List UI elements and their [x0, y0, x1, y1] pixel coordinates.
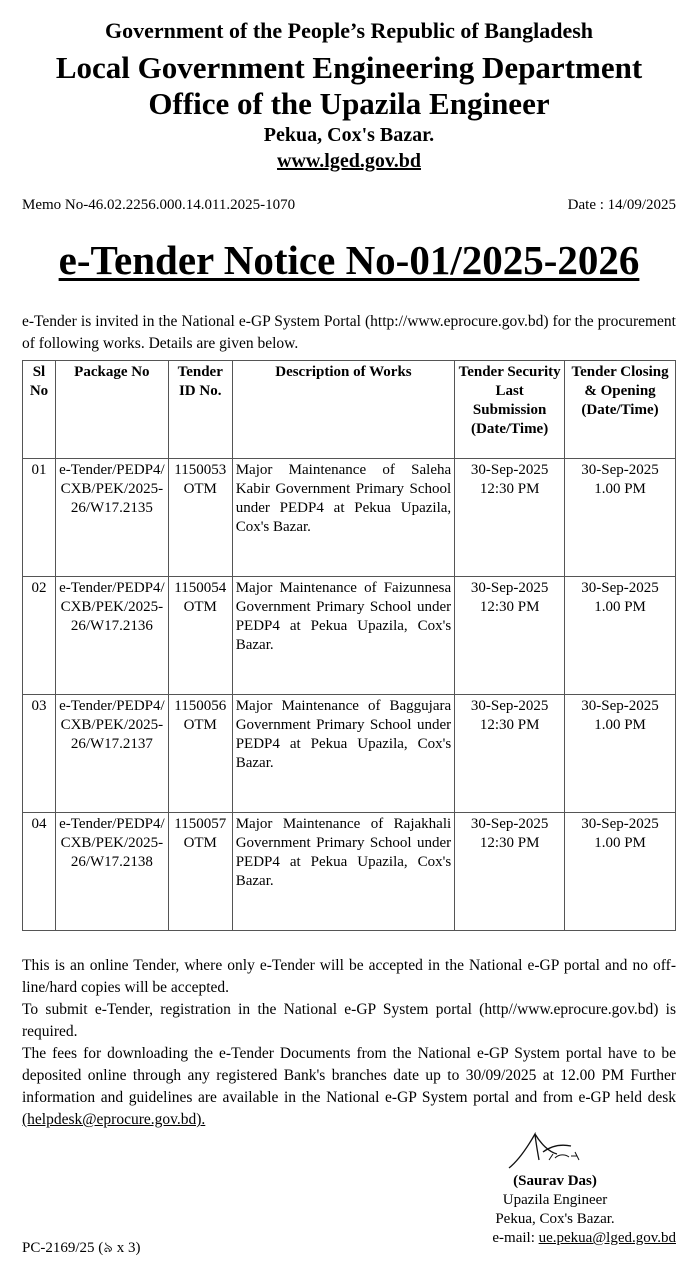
- cell-security: 30-Sep-2025 12:30 PM: [455, 577, 565, 695]
- location-heading: Pekua, Cox's Bazar.: [263, 124, 435, 146]
- signatory-address: Pekua, Cox's Bazar.: [495, 1211, 615, 1227]
- memo-date: Date : 14/09/2025: [567, 197, 676, 213]
- cell-tender-id: 1150054 OTM: [168, 577, 232, 695]
- cell-closing: 30-Sep-2025 1.00 PM: [565, 459, 676, 577]
- header-package: Package No: [55, 361, 168, 459]
- notice-title: e-Tender Notice No-01/2025-2026: [58, 237, 640, 283]
- pc-number: PC-2169/25 (৯ x 3): [22, 1240, 141, 1256]
- registration-note: To submit e-Tender, registration in the National e-GP System portal (http//www.eprocure.gov.bd) is required.: [22, 1001, 676, 1040]
- cell-package: e-Tender/PEDP4/CXB/PEK/2025-26/W17.2135: [55, 459, 168, 577]
- cell-sl: 03: [23, 695, 56, 813]
- tender-table: [22, 360, 676, 931]
- email-label: e-mail:: [492, 1230, 535, 1246]
- website-link[interactable]: www.lged.gov.bd: [277, 150, 421, 172]
- header-description: Description of Works: [232, 361, 454, 459]
- table-header-row: [23, 361, 676, 459]
- cell-sl: 04: [23, 813, 56, 931]
- cell-tender-id: 1150056 OTM: [168, 695, 232, 813]
- table-row: [23, 459, 676, 577]
- table-row: [23, 813, 676, 931]
- signatory-email: [420, 1229, 676, 1248]
- signatory-title: Upazila Engineer: [502, 1192, 608, 1208]
- header-security: Tender Security Last Submission (Date/Time): [455, 361, 565, 459]
- header-closing: Tender Closing & Opening (Date/Time): [565, 361, 676, 459]
- email-link[interactable]: ue.pekua@lged.gov.bd: [538, 1230, 676, 1246]
- helpdesk-email-link[interactable]: (helpdesk@eprocure.gov.bd).: [22, 1111, 206, 1128]
- cell-closing: 30-Sep-2025 1.00 PM: [565, 577, 676, 695]
- table-row: [23, 695, 676, 813]
- intro-paragraph: e-Tender is invited in the National e-GP System Portal (http://www.eprocure.gov.bd) for the procurement of following works. Details are given below.: [22, 313, 676, 352]
- cell-package: e-Tender/PEDP4/CXB/PEK/2025-26/W17.2137: [55, 695, 168, 813]
- government-heading: Government of the People’s Republic of Bangladesh: [104, 18, 594, 43]
- cell-sl: 01: [23, 459, 56, 577]
- memo-number: Memo No-46.02.2256.000.14.011.2025-1070: [22, 197, 296, 213]
- cell-package: e-Tender/PEDP4/CXB/PEK/2025-26/W17.2136: [55, 577, 168, 695]
- cell-closing: 30-Sep-2025 1.00 PM: [565, 695, 676, 813]
- cell-sl: 02: [23, 577, 56, 695]
- cell-tender-id: 1150053 OTM: [168, 459, 232, 577]
- fees-note-text: The fees for downloading the e-Tender Documents from the National e-GP System portal have to be deposited online through any registered Bank's branches date up to 30/09/2025 at 12.00 PM Further information and guidelines are available in the National e-GP System portal and from e-GP held desk: [22, 1045, 676, 1106]
- header-tender-id: Tender ID No.: [168, 361, 232, 459]
- footer-notes: [22, 955, 676, 1131]
- department-heading: Local Government Engineering Department: [55, 50, 643, 85]
- cell-closing: 30-Sep-2025 1.00 PM: [565, 813, 676, 931]
- signature-image: [505, 1130, 585, 1170]
- cell-security: 30-Sep-2025 12:30 PM: [455, 813, 565, 931]
- table-row: [23, 577, 676, 695]
- office-heading: Office of the Upazila Engineer: [148, 86, 550, 121]
- cell-security: 30-Sep-2025 12:30 PM: [455, 459, 565, 577]
- cell-description: Major Maintenance of Baggujara Government Primary School under PEDP4 at Pekua Upazila, Cox's Bazar.: [232, 695, 454, 813]
- cell-description: Major Maintenance of Saleha Kabir Government Primary School under PEDP4 at Pekua Upazila, Cox's Bazar.: [232, 459, 454, 577]
- header-sl: Sl No: [23, 361, 56, 459]
- fees-note: [22, 1043, 676, 1131]
- cell-description: Major Maintenance of Rajakhali Government Primary School under PEDP4 at Pekua Upazila, Cox's Bazar.: [232, 813, 454, 931]
- online-tender-note: This is an online Tender, where only e-Tender will be accepted in the National e-GP portal and no off-line/hard copies will be accepted.: [22, 957, 676, 996]
- cell-security: 30-Sep-2025 12:30 PM: [455, 695, 565, 813]
- cell-description: Major Maintenance of Faizunnesa Government Primary School under PEDP4 at Pekua Upazila, Cox's Bazar.: [232, 577, 454, 695]
- cell-package: e-Tender/PEDP4/CXB/PEK/2025-26/W17.2138: [55, 813, 168, 931]
- signatory-name: (Saurav Das): [513, 1173, 597, 1189]
- cell-tender-id: 1150057 OTM: [168, 813, 232, 931]
